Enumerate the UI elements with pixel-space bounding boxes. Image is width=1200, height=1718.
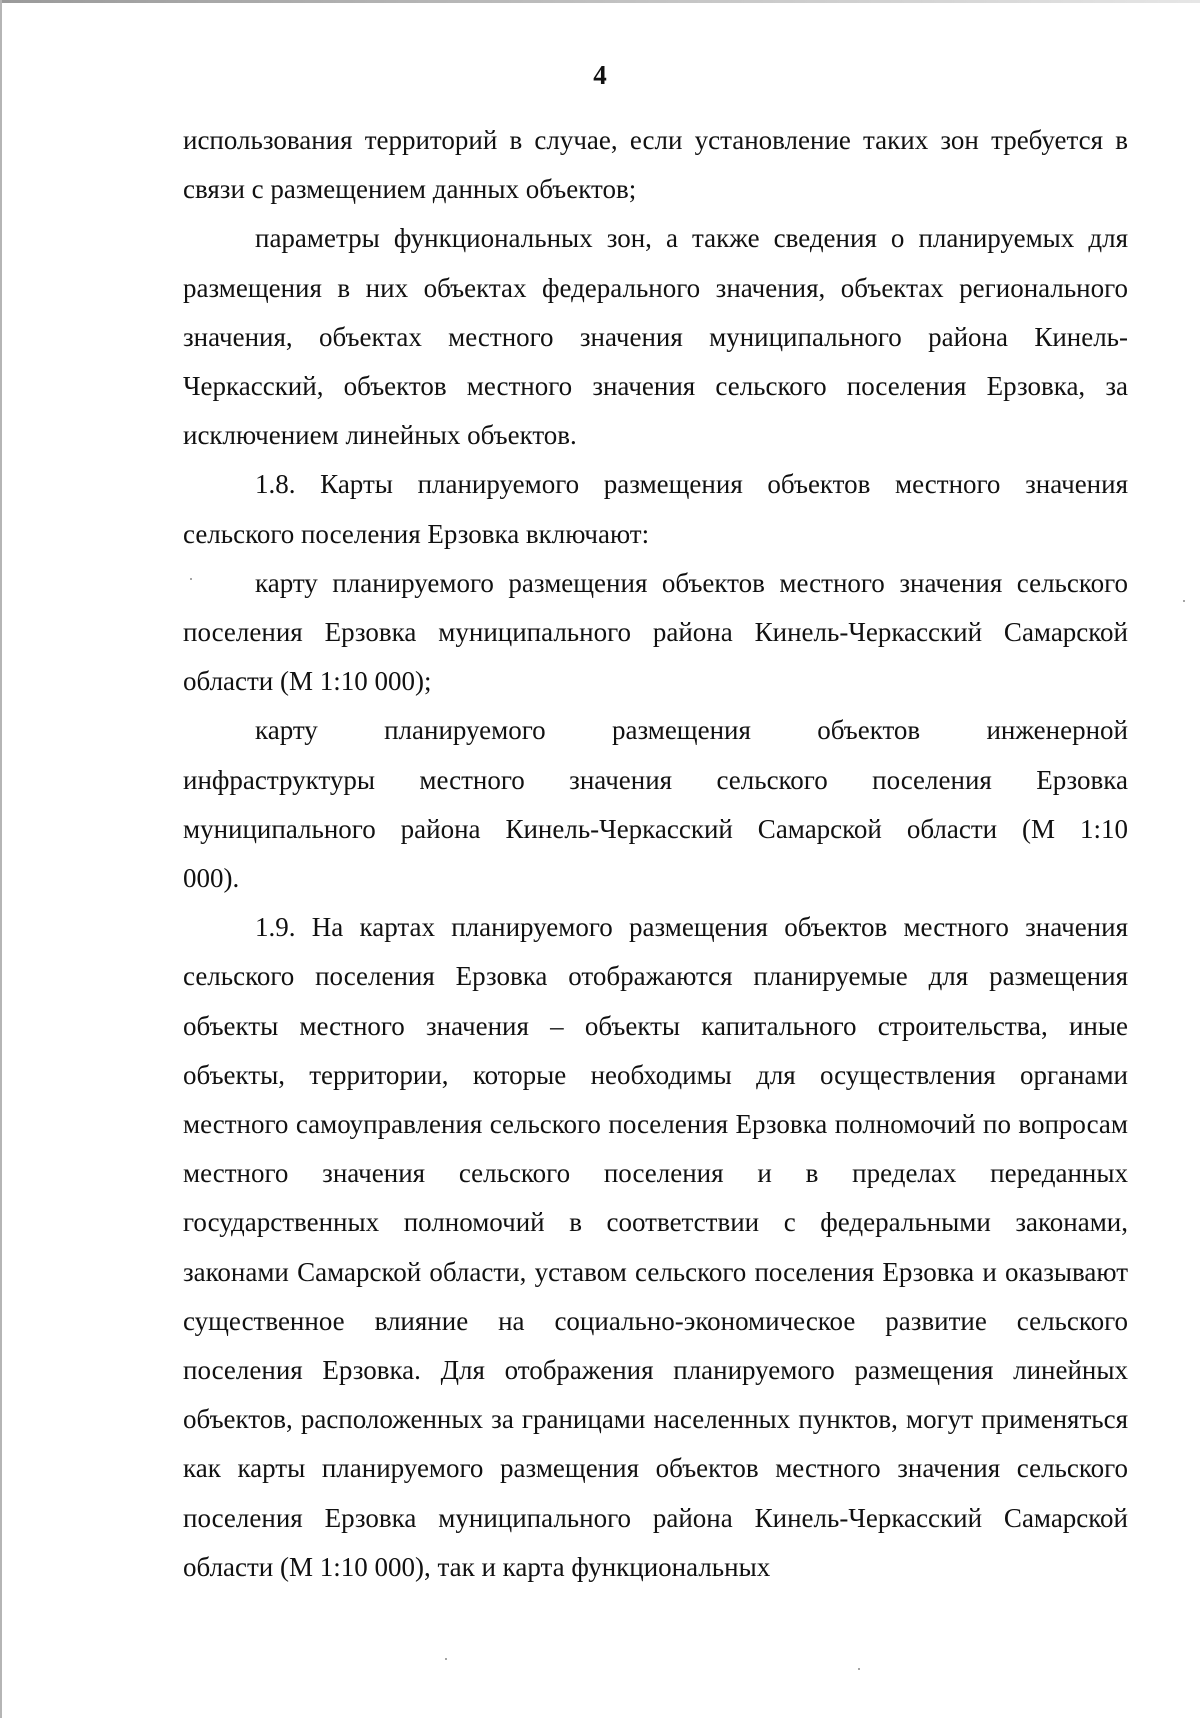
scan-top-edge [0, 0, 1200, 3]
paragraph-continuation: использования территорий в случае, если установление таких зон требуется в связи с размещением данных объектов; [183, 125, 1128, 205]
paragraph-section-1-8: 1.8. Карты планируемого размещения объектов местного значения сельского поселения Ерзовка включают: [183, 469, 1128, 549]
paragraph-map-engineering: карту планируемого размещения объектов инженерной инфраструктуры местного значения сельского поселения Ерзовка муниципального района Кинель-Черкасский Самарской области (М 1:10 000). [183, 715, 1128, 894]
scan-speck [190, 578, 192, 580]
scan-speck [1183, 600, 1185, 602]
page-number: 4 [593, 60, 607, 90]
paragraph-functional-zones: параметры функциональных зон, а также сведения о планируемых для размещения в них объектах федерального значения, объектах регионального значения, объектах местного значения муниципального района Кинель-Черкасский, объектов местного значения сельского поселения Ерзовка, за исключением линейных объектов. [183, 223, 1128, 451]
scan-left-edge [0, 0, 2, 1718]
paragraph-section-1-9: 1.9. На картах планируемого размещения объектов местного значения сельского поселения Ерзовка отображаются планируемые для размещения объекты местного значения – объекты капитального строительства, иные объекты, территории, которые необходимы для осуществления органами местного самоуправления сельского поселения Ерзовка полномочий по вопросам местного значения сельского поселения и в пределах переданных государственных полномочий в соответствии с федеральными законами, законами Самарской области, уставом сельского поселения Ерзовка и оказывают существенное влияние на социально-экономическое развитие сельского поселения Ерзовка. Для отображения планируемого размещения линейных объектов, расположенных за границами населенных пунктов, могут применяться как карты планируемого размещения объектов местного значения сельского поселения Ерзовка муниципального района Кинель-Черкасский Самарской области (М 1:10 000), так и карта функциональных [183, 912, 1128, 1582]
scan-speck [445, 1658, 447, 1660]
document-body [183, 116, 1128, 1592]
scan-speck [858, 1668, 860, 1670]
paragraph-map-local-objects: карту планируемого размещения объектов местного значения сельского поселения Ерзовка муниципального района Кинель-Черкасский Самарской области (М 1:10 000); [183, 567, 1128, 697]
